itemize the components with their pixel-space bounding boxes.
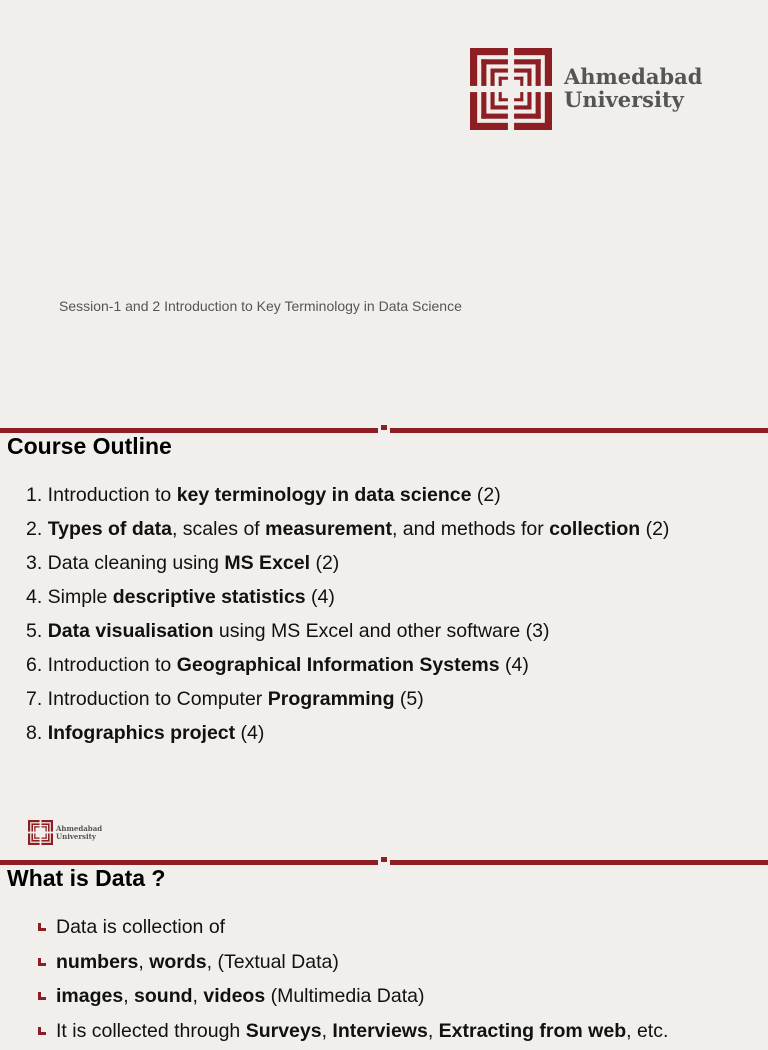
data-definition-list bbox=[36, 912, 668, 1050]
outline-item bbox=[26, 650, 669, 684]
item-text: , bbox=[428, 1020, 439, 1042]
item-text: (2) bbox=[640, 518, 669, 540]
university-name-small-line2: University bbox=[56, 833, 102, 840]
item-text: 8. bbox=[26, 722, 48, 744]
item-text: (2) bbox=[471, 484, 500, 506]
emphasis-text: Infographics project bbox=[48, 722, 235, 744]
item-text: , bbox=[322, 1020, 333, 1042]
university-name-line1: Ahmedabad bbox=[564, 66, 702, 89]
bullet-marker-icon bbox=[38, 1027, 46, 1035]
emphasis-text: key terminology in data science bbox=[177, 484, 472, 506]
bullet-item bbox=[36, 947, 668, 982]
item-text: (5) bbox=[395, 688, 424, 710]
university-name-small bbox=[56, 825, 102, 840]
item-text: , and methods for bbox=[392, 518, 549, 540]
outline-item bbox=[26, 582, 669, 616]
university-name-line2: University bbox=[564, 89, 702, 112]
bullet-marker-icon bbox=[38, 958, 46, 966]
outline-item bbox=[26, 684, 669, 718]
item-text: (Multimedia Data) bbox=[265, 985, 424, 1007]
university-logo bbox=[470, 48, 702, 130]
bullet-marker-icon bbox=[38, 923, 46, 931]
bullet-marker-icon bbox=[38, 992, 46, 1000]
bullet-item bbox=[36, 912, 668, 947]
item-text: , scales of bbox=[172, 518, 265, 540]
emphasis-text: videos bbox=[203, 985, 265, 1007]
outline-item bbox=[26, 480, 669, 514]
item-text: 2. bbox=[26, 518, 48, 540]
item-text: 3. Data cleaning using bbox=[26, 552, 224, 574]
item-text: 6. Introduction to bbox=[26, 654, 177, 676]
item-text: , bbox=[123, 985, 134, 1007]
session-subtitle: Session-1 and 2 Introduction to Key Terminology in Data Science bbox=[59, 298, 462, 314]
outline-item bbox=[26, 616, 669, 650]
emphasis-text: Surveys bbox=[246, 1020, 322, 1042]
item-text: 7. Introduction to Computer bbox=[26, 688, 268, 710]
emphasis-text: descriptive statistics bbox=[113, 586, 306, 608]
outline-item bbox=[26, 548, 669, 582]
emphasis-text: measurement bbox=[265, 518, 392, 540]
emphasis-text: collection bbox=[549, 518, 640, 540]
emphasis-text: MS Excel bbox=[224, 552, 310, 574]
item-text: (4) bbox=[500, 654, 529, 676]
emphasis-text: Geographical Information Systems bbox=[177, 654, 500, 676]
university-name bbox=[564, 66, 702, 111]
item-text: 1. Introduction to bbox=[26, 484, 177, 506]
item-text: (4) bbox=[306, 586, 335, 608]
bullet-item bbox=[36, 1016, 668, 1050]
item-text: , bbox=[193, 985, 204, 1007]
item-text: , etc. bbox=[626, 1020, 668, 1042]
emphasis-text: words bbox=[149, 951, 206, 973]
item-text: , bbox=[138, 951, 149, 973]
item-text: 4. Simple bbox=[26, 586, 113, 608]
item-text: Data is collection of bbox=[56, 916, 225, 938]
item-text: It is collected through bbox=[56, 1020, 246, 1042]
emphasis-text: Data visualisation bbox=[48, 620, 214, 642]
university-emblem-icon bbox=[470, 48, 552, 130]
university-name-small-line1: Ahmedabad bbox=[56, 825, 102, 832]
item-text: (4) bbox=[235, 722, 264, 744]
slide-title: What is Data ? bbox=[7, 865, 165, 892]
course-outline-slide bbox=[0, 428, 768, 860]
emphasis-text: Interviews bbox=[332, 1020, 427, 1042]
emphasis-text: Programming bbox=[268, 688, 395, 710]
emphasis-text: sound bbox=[134, 985, 193, 1007]
emphasis-text: numbers bbox=[56, 951, 138, 973]
emphasis-text: Types of data bbox=[48, 518, 172, 540]
item-text: (2) bbox=[310, 552, 339, 574]
bullet-item bbox=[36, 981, 668, 1016]
what-is-data-slide bbox=[0, 860, 768, 1024]
slide-title: Course Outline bbox=[7, 433, 172, 460]
university-emblem-icon bbox=[28, 820, 53, 845]
emphasis-text: images bbox=[56, 985, 123, 1007]
course-outline-list bbox=[26, 480, 669, 752]
emphasis-text: Extracting from web bbox=[439, 1020, 626, 1042]
title-slide bbox=[0, 0, 768, 428]
outline-item bbox=[26, 718, 669, 752]
university-logo-small bbox=[28, 820, 102, 845]
item-text: using MS Excel and other software (3) bbox=[214, 620, 550, 642]
item-text: , (Textual Data) bbox=[207, 951, 339, 973]
item-text: 5. bbox=[26, 620, 48, 642]
outline-item bbox=[26, 514, 669, 548]
